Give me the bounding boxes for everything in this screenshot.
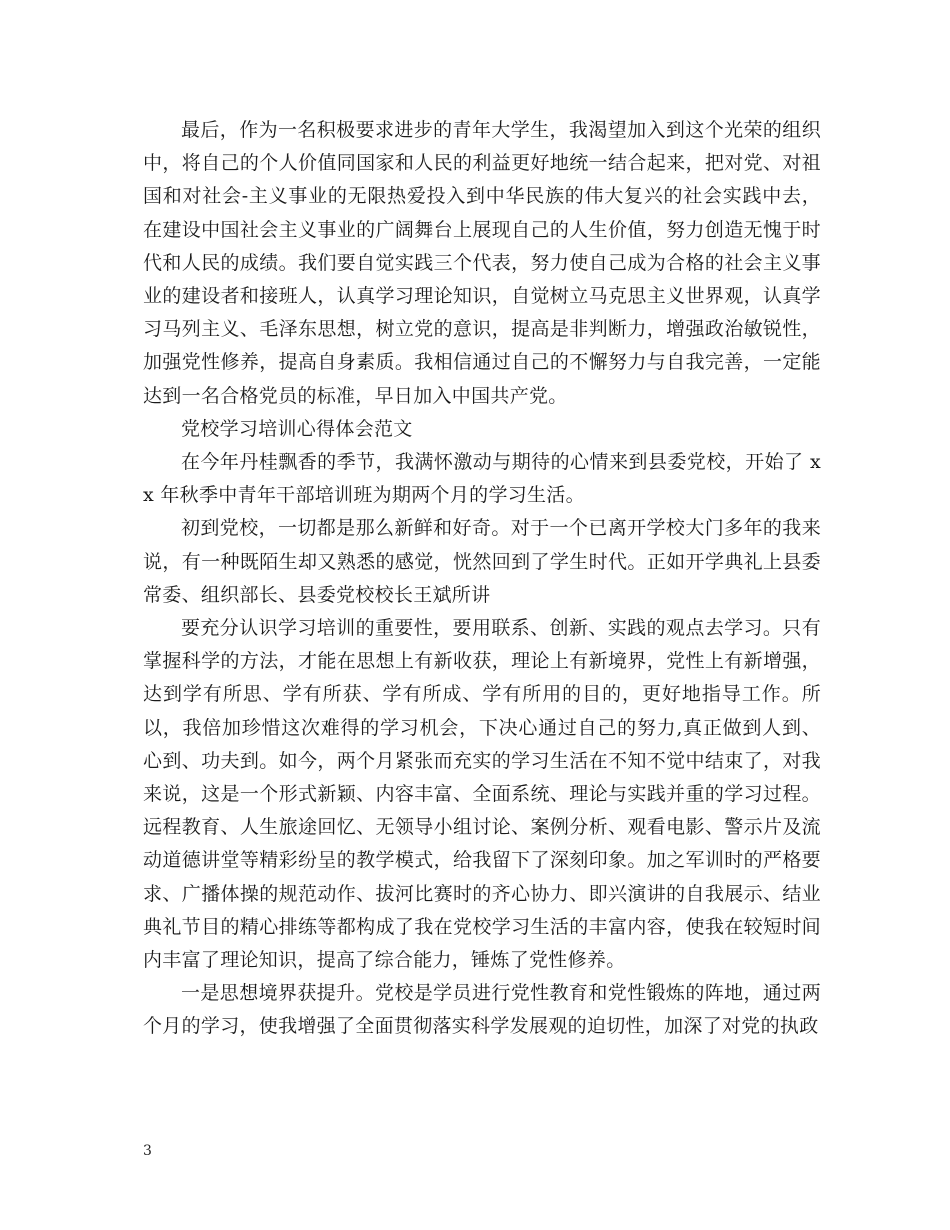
paragraph-ideology: 一是思想境界获提升。党校是学员进行党性教育和党性锻炼的阵地，通过两个月的学习，使我增强了全面贯彻落实科学发展观的迫切性，加深了对党的执政 [143,982,821,1038]
paragraph-first-impression: 初到党校，一切都是那么新鲜和好奇。对于一个已离开学校大门多年的我来说，有一种既陌生却又熟悉的感觉，恍然回到了学生时代。正如开学典礼上县委常委、组织部长、县委党校校长王斌所讲 [143,517,821,606]
paragraph-study-importance: 要充分认识学习培训的重要性，要用联系、创新、实践的观点去学习。只有掌握科学的方法，才能在思想上有新收获，理论上有新境界，党性上有新增强，达到学有所思、学有所获、学有所成、学有所用的目的，更好地指导工作。所以，我倍加珍惜这次难得的学习机会，下决心通过自己的努力,真正做到人到、心到、功夫到。如今，两个月紧张而充实的学习生活在不知不觉中结束了，对我来说，这是一个形式新颖、内容丰富、全面系统、理论与实践并重的学习过程。远程教育、人生旅途回忆、无领导小组讨论、案例分析、观看电影、警示片及流动道德讲堂等精彩纷呈的教学模式，给我留下了深刻印象。加之军训时的严格要求、广播体操的规范动作、拔河比赛时的齐心协力、即兴演讲的自我展示、结业典礼节目的精心排练等都构成了我在党校学习生活的丰富内容，使我在较短时间内丰富了理论知识，提高了综合能力，锤炼了党性修养。 [143,617,821,972]
paragraph-closing-pledge: 最后，作为一名积极要求进步的青年大学生，我渴望加入到这个光荣的组织中，将自己的个人价值同国家和人民的利益更好地统一结合起来，把对党、对祖国和对社会-主义事业的无限热爱投入到中华民族的伟大复兴的社会实践中去，在建设中国社会主义事业的广阔舞台上展现自己的人生价值，努力创造无愧于时代和人民的成绩。我们要自觉实践三个代表，努力使自己成为合格的社会主义事业的建设者和接班人，认真学习理论知识，自觉树立马克思主义世界观，认真学习马列主义、毛泽东思想，树立党的意识，提高是非判断力，增强政治敏锐性，加强党性修养，提高自身素质。我相信通过自己的不懈努力与自我完善，一定能达到一名合格党员的标准，早日加入中国共产党。 [143,119,821,407]
paragraph-intro: 在今年丹桂飘香的季节，我满怀激动与期待的心情来到县委党校，开始了 xx 年秋季中青年干部培训班为期两个月的学习生活。 [143,451,821,507]
page-number: 3 [143,1143,152,1159]
section-heading: 党校学习培训心得体会范文 [181,417,413,440]
document-body [143,114,821,1044]
